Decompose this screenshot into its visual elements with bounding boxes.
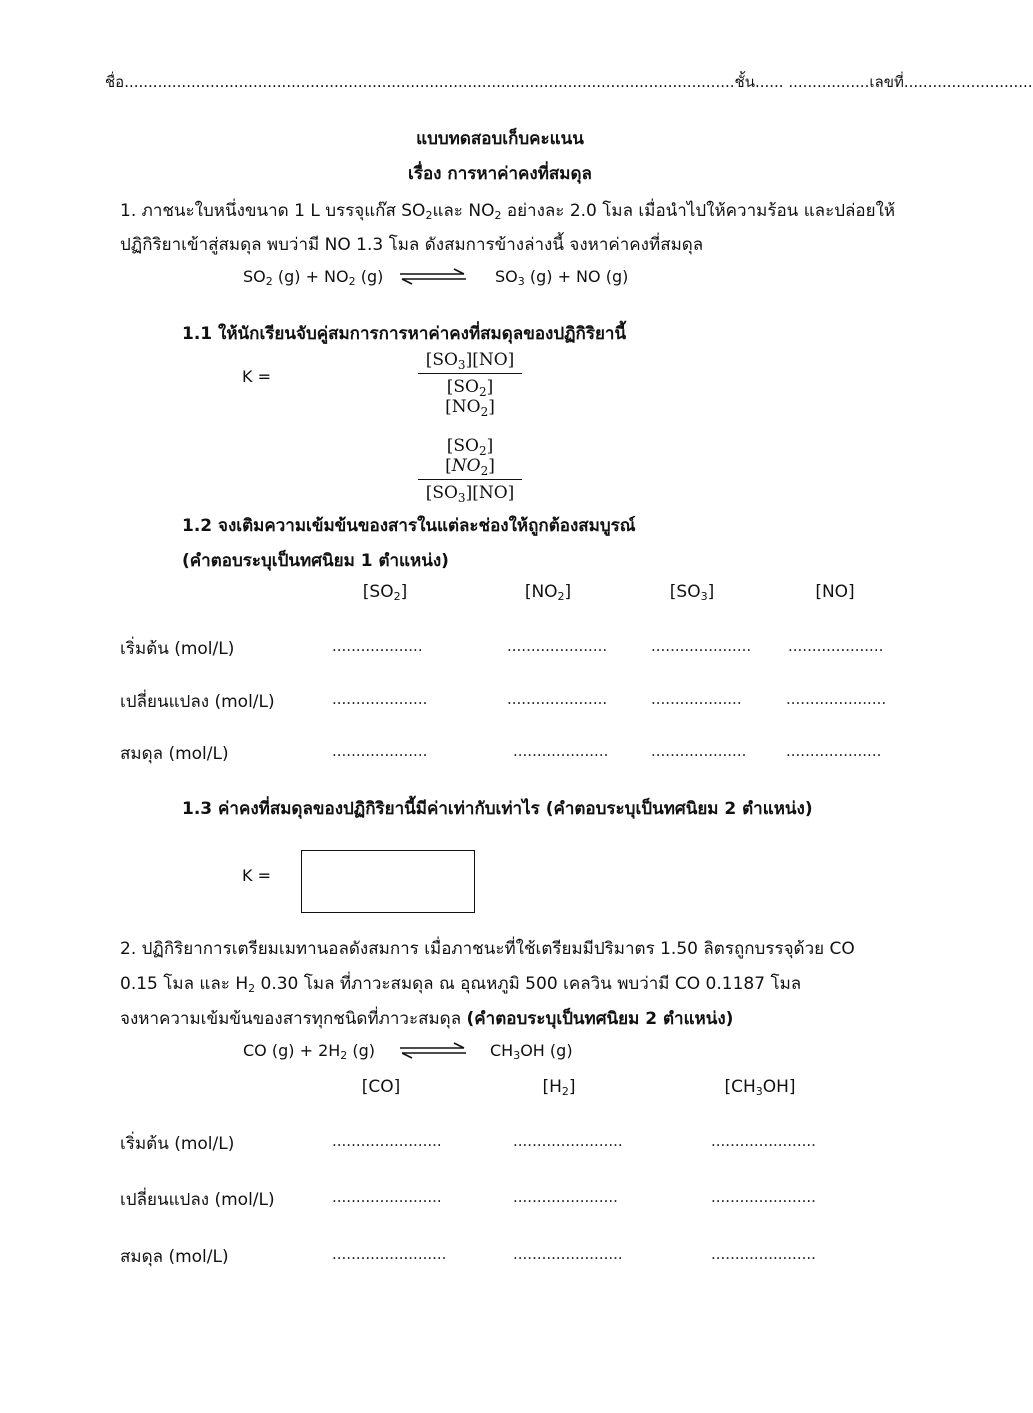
q1-1-title: 1.1 ให้นักเรียนจับคู่สมการการหาค่าคงที่สมดุลของปฏิกิริยานี้ bbox=[182, 324, 627, 344]
page-title: แบบทดสอบเก็บคะแนน bbox=[416, 129, 584, 149]
row-label: สมดุล (mol/L) bbox=[120, 1247, 229, 1267]
k-label: K = bbox=[242, 367, 271, 386]
answer-blank[interactable]: ...................... bbox=[711, 1132, 816, 1150]
q2-text-line3: จงหาความเข้มข้นของสารทุกชนิดที่ภาวะสมดุล (คำตอบระบุเป็นทศนิยม 2 ตำแหน่ง) bbox=[120, 1009, 734, 1029]
equilibrium-arrow-icon bbox=[398, 268, 468, 284]
name-field[interactable]: ................................................................................................................................ bbox=[124, 73, 735, 91]
q2-col-header: $[H_2]$ bbox=[542, 1077, 576, 1098]
class-label: ชั้น bbox=[734, 73, 755, 91]
q2-col-header: [CO] bbox=[361, 1077, 401, 1097]
row-label: เริ่มต้น (mol/L) bbox=[120, 1134, 235, 1154]
fraction-2-numerator: $[SO_2][NO_2]$ bbox=[418, 436, 522, 480]
q1-equation-right: $SO_3$ (g) + NO (g) bbox=[495, 267, 629, 288]
q1-col-header: [NO] bbox=[815, 582, 855, 602]
answer-blank[interactable]: ....................... bbox=[332, 1188, 442, 1206]
q1-2-title: 1.2 จงเติมความเข้มข้นของสารในแต่ละช่องให้ถูกต้องสมบูรณ์ bbox=[182, 516, 636, 536]
answer-blank[interactable]: ..................... bbox=[651, 637, 752, 655]
q1-text-line1: 1. ภาชนะใบหนึ่งขนาด 1 L บรรจุแก๊ส $SO_2$และ $NO_2$ อย่างละ 2.0 โมล เมื่อนำไปให้ความร้อน และปล่อยให้ bbox=[120, 201, 896, 222]
number-field[interactable]: ........................... bbox=[903, 73, 1033, 91]
answer-blank[interactable]: .................... bbox=[651, 742, 747, 760]
equilibrium-arrow-icon bbox=[398, 1042, 468, 1058]
answer-blank[interactable]: .................... bbox=[513, 742, 609, 760]
q2-text-line2: 0.15 โมล และ $H_2$ 0.30 โมล ที่ภาวะสมดุล ณ อุณหภูมิ 500 เคลวิน พบว่ามี CO 0.1187 โมล bbox=[120, 974, 802, 995]
class-field[interactable]: ...... ................. bbox=[754, 73, 870, 91]
answer-blank[interactable]: ...................... bbox=[711, 1188, 816, 1206]
answer-blank[interactable]: ..................... bbox=[786, 690, 887, 708]
page-subtitle: เรื่อง การหาค่าคงที่สมดุล bbox=[408, 164, 592, 184]
answer-blank[interactable]: ....................... bbox=[332, 1132, 442, 1150]
q2-equation-right: $CH_3OH$ (g) bbox=[490, 1041, 573, 1062]
q1-2-note: (คำตอบระบุเป็นทศนิยม 1 ตำแหน่ง) bbox=[182, 551, 449, 571]
q1-equation-left: $SO_2$ $(g) + NO_2$ (g) bbox=[243, 267, 384, 288]
fraction-option-1[interactable] bbox=[418, 350, 522, 417]
answer-blank[interactable]: .................... bbox=[332, 742, 428, 760]
answer-blank[interactable]: ........................ bbox=[332, 1245, 447, 1263]
answer-blank[interactable]: .................... bbox=[786, 742, 882, 760]
k-answer-box[interactable] bbox=[301, 850, 475, 913]
row-label: สมดุล (mol/L) bbox=[120, 744, 229, 764]
answer-blank[interactable]: ....................... bbox=[513, 1245, 623, 1263]
q2-equation-left: CO $(g) + 2H_2$ (g) bbox=[243, 1041, 376, 1062]
q1-col-header: $[NO_2]$ bbox=[524, 582, 572, 603]
answer-blank[interactable]: ...................... bbox=[711, 1245, 816, 1263]
header-line bbox=[105, 70, 1033, 94]
q2-col-header: $[CH_3OH]$ bbox=[724, 1077, 796, 1098]
q2-text-line1: 2. ปฏิกิริยาการเตรียมเมทานอลดังสมการ เมื่อภาชนะที่ใช้เตรียมมีปริมาตร 1.50 ลิตรถูกบรรจุด้วย CO bbox=[120, 939, 855, 959]
fraction-1-numerator: $[SO_3][NO]$ bbox=[418, 350, 522, 374]
k-label: K = bbox=[242, 866, 271, 885]
answer-blank[interactable]: ................... bbox=[332, 637, 423, 655]
row-label: เปลี่ยนแปลง (mol/L) bbox=[120, 1190, 275, 1210]
answer-blank[interactable]: ..................... bbox=[507, 690, 608, 708]
q1-col-header: $[SO_2]$ bbox=[362, 582, 408, 603]
answer-blank[interactable]: ...................... bbox=[513, 1188, 618, 1206]
q1-text-line2: ปฏิกิริยาเข้าสู่สมดุล พบว่ามี NO 1.3 โมล ดังสมการข้างล่างนี้ จงหาค่าคงที่สมดุล bbox=[120, 235, 704, 255]
q1-3-title: 1.3 ค่าคงที่สมดุลของปฏิกิริยานี้มีค่าเท่ากับเท่าไร (คำตอบระบุเป็นทศนิยม 2 ตำแหน่ง) bbox=[182, 799, 813, 819]
number-label: เลขที่ bbox=[869, 73, 904, 91]
q1-col-header: $[SO_3]$ bbox=[669, 582, 715, 603]
answer-blank[interactable]: .................... bbox=[788, 637, 884, 655]
answer-blank[interactable]: ..................... bbox=[507, 637, 608, 655]
row-label: เริ่มต้น (mol/L) bbox=[120, 639, 235, 659]
answer-blank[interactable]: .................... bbox=[332, 690, 428, 708]
fraction-1-denominator: $[SO_2][NO_2]$ bbox=[445, 377, 495, 419]
fraction-option-2[interactable] bbox=[418, 436, 522, 503]
name-label: ชื่อ bbox=[105, 73, 125, 91]
answer-blank[interactable]: ....................... bbox=[513, 1132, 623, 1150]
answer-blank[interactable]: ................... bbox=[651, 690, 742, 708]
row-label: เปลี่ยนแปลง (mol/L) bbox=[120, 692, 275, 712]
fraction-2-denominator: $[SO_3][NO]$ bbox=[425, 483, 515, 505]
